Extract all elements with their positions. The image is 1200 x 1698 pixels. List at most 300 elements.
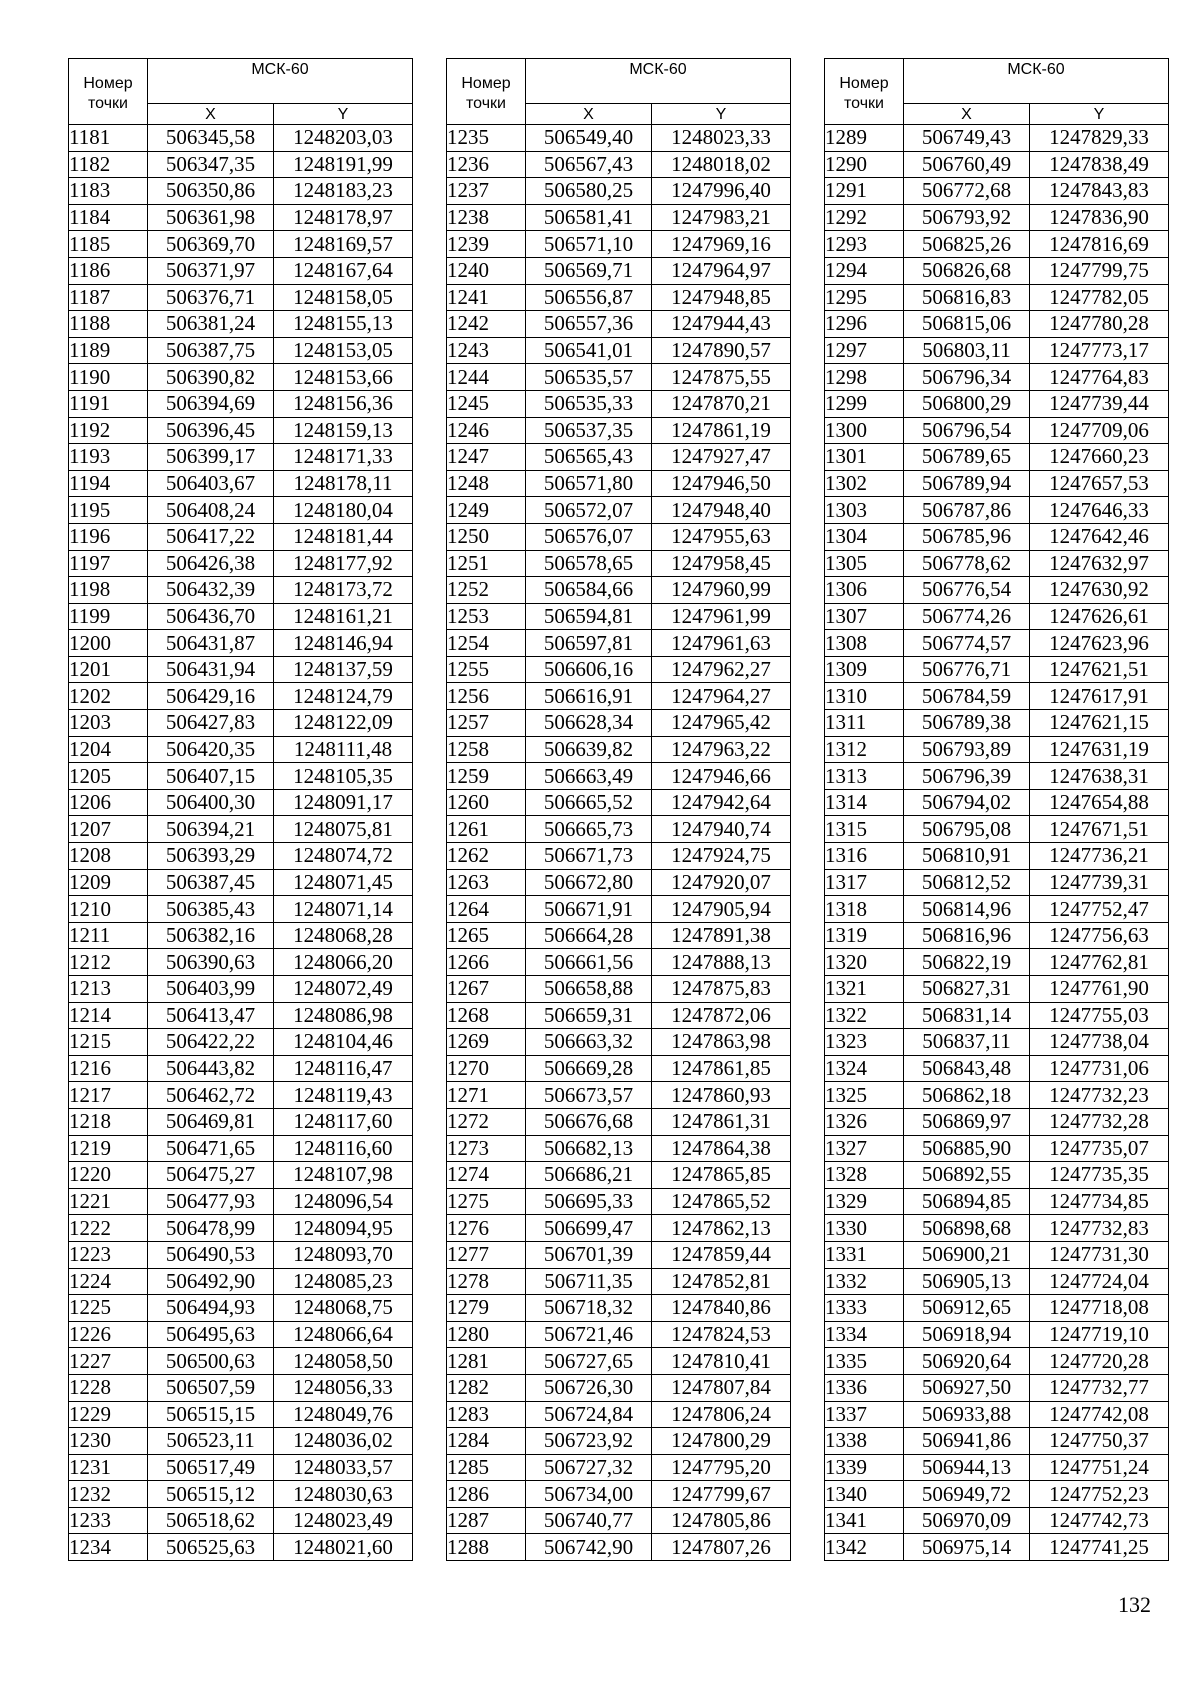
table-row (69, 444, 413, 471)
y-value-cell: 1247862,13 (652, 1215, 791, 1242)
point-number-cell: 1189 (69, 337, 148, 364)
point-number-cell: 1262 (447, 843, 526, 870)
point-number-cell: 1338 (825, 1428, 904, 1455)
x-value-cell: 506663,49 (526, 763, 652, 790)
y-value-cell: 1247890,57 (652, 337, 791, 364)
point-number-cell: 1255 (447, 656, 526, 683)
y-value-cell: 1248180,04 (274, 497, 413, 524)
point-number-cell: 1297 (825, 337, 904, 364)
point-number-cell: 1306 (825, 577, 904, 604)
x-value-cell: 506525,63 (148, 1534, 274, 1561)
x-value-cell: 506862,18 (904, 1082, 1030, 1109)
y-value-cell: 1248066,64 (274, 1321, 413, 1348)
table-row (69, 1321, 413, 1348)
table-row (69, 311, 413, 338)
y-value-cell: 1248094,95 (274, 1215, 413, 1242)
point-number-cell: 1294 (825, 257, 904, 284)
point-number-cell: 1321 (825, 976, 904, 1003)
point-number-cell: 1192 (69, 417, 148, 444)
table-row (69, 1135, 413, 1162)
table-row (447, 257, 791, 284)
y-value-cell: 1247646,33 (1030, 497, 1169, 524)
point-number-cell: 1210 (69, 896, 148, 923)
x-value-cell: 506669,28 (526, 1055, 652, 1082)
y-value-cell: 1247942,64 (652, 789, 791, 816)
x-value-cell: 506394,69 (148, 390, 274, 417)
x-value-cell: 506794,02 (904, 789, 1030, 816)
table-row (69, 1295, 413, 1322)
table-row (69, 843, 413, 870)
x-value-cell: 506778,62 (904, 550, 1030, 577)
point-number-cell: 1293 (825, 231, 904, 258)
point-number-cell: 1278 (447, 1268, 526, 1295)
x-value-cell: 506387,45 (148, 869, 274, 896)
point-number-cell: 1194 (69, 470, 148, 497)
point-number-cell: 1246 (447, 417, 526, 444)
table-row (69, 630, 413, 657)
y-value-cell: 1247741,25 (1030, 1534, 1169, 1561)
point-number-cell: 1204 (69, 736, 148, 763)
x-value-cell: 506399,17 (148, 444, 274, 471)
header-crs: МСК-60 (148, 59, 413, 104)
point-number-cell: 1341 (825, 1507, 904, 1534)
point-number-cell: 1279 (447, 1295, 526, 1322)
x-value-cell: 506471,65 (148, 1135, 274, 1162)
y-value-cell: 1248068,75 (274, 1295, 413, 1322)
y-value-cell: 1247742,08 (1030, 1401, 1169, 1428)
point-number-cell: 1267 (447, 976, 526, 1003)
point-number-cell: 1320 (825, 949, 904, 976)
y-value-cell: 1247742,73 (1030, 1507, 1169, 1534)
point-number-cell: 1296 (825, 311, 904, 338)
header-y: Y (274, 104, 413, 125)
y-value-cell: 1248181,44 (274, 523, 413, 550)
point-number-cell: 1301 (825, 444, 904, 471)
x-value-cell: 506816,83 (904, 284, 1030, 311)
table-row (447, 1454, 791, 1481)
y-value-cell: 1247632,97 (1030, 550, 1169, 577)
y-value-cell: 1248030,63 (274, 1481, 413, 1508)
y-value-cell: 1248093,70 (274, 1241, 413, 1268)
x-value-cell: 506413,47 (148, 1002, 274, 1029)
x-value-cell: 506556,87 (526, 284, 652, 311)
y-value-cell: 1247859,44 (652, 1241, 791, 1268)
x-value-cell: 506606,16 (526, 656, 652, 683)
x-value-cell: 506682,13 (526, 1135, 652, 1162)
x-value-cell: 506350,86 (148, 178, 274, 205)
table-row (825, 1268, 1169, 1295)
table-row (825, 816, 1169, 843)
y-value-cell: 1248191,99 (274, 151, 413, 178)
x-value-cell: 506369,70 (148, 231, 274, 258)
point-number-cell: 1253 (447, 603, 526, 630)
point-number-cell: 1335 (825, 1348, 904, 1375)
x-value-cell: 506796,54 (904, 417, 1030, 444)
table-row (447, 1135, 791, 1162)
y-value-cell: 1247861,31 (652, 1108, 791, 1135)
x-value-cell: 506569,71 (526, 257, 652, 284)
table-row (825, 896, 1169, 923)
y-value-cell: 1247829,33 (1030, 125, 1169, 152)
table-row (447, 1188, 791, 1215)
point-number-cell: 1254 (447, 630, 526, 657)
table-row (447, 1348, 791, 1375)
x-value-cell: 506477,93 (148, 1188, 274, 1215)
point-number-cell: 1295 (825, 284, 904, 311)
table-row (447, 683, 791, 710)
point-number-cell: 1182 (69, 151, 148, 178)
x-value-cell: 506727,65 (526, 1348, 652, 1375)
table-row (447, 364, 791, 391)
y-value-cell: 1247863,98 (652, 1029, 791, 1056)
table-row (825, 1162, 1169, 1189)
y-value-cell: 1247888,13 (652, 949, 791, 976)
y-value-cell: 1248183,23 (274, 178, 413, 205)
x-value-cell: 506490,53 (148, 1241, 274, 1268)
x-value-cell: 506403,99 (148, 976, 274, 1003)
point-number-cell: 1258 (447, 736, 526, 763)
x-value-cell: 506429,16 (148, 683, 274, 710)
y-value-cell: 1247861,85 (652, 1055, 791, 1082)
table-row (825, 1029, 1169, 1056)
y-value-cell: 1247965,42 (652, 710, 791, 737)
x-value-cell: 506815,06 (904, 311, 1030, 338)
x-value-cell: 506721,46 (526, 1321, 652, 1348)
x-value-cell: 506944,13 (904, 1454, 1030, 1481)
point-number-cell: 1222 (69, 1215, 148, 1242)
point-number-cell: 1275 (447, 1188, 526, 1215)
table-row (447, 231, 791, 258)
y-value-cell: 1247642,46 (1030, 523, 1169, 550)
table-row (447, 1534, 791, 1561)
point-number-cell: 1248 (447, 470, 526, 497)
y-value-cell: 1248161,21 (274, 603, 413, 630)
table-row (69, 523, 413, 550)
y-value-cell: 1247752,47 (1030, 896, 1169, 923)
y-value-cell: 1248203,03 (274, 125, 413, 152)
x-value-cell: 506436,70 (148, 603, 274, 630)
point-number-cell: 1299 (825, 390, 904, 417)
table-row (825, 284, 1169, 311)
y-value-cell: 1247961,99 (652, 603, 791, 630)
y-value-cell: 1248178,11 (274, 470, 413, 497)
y-value-cell: 1248085,23 (274, 1268, 413, 1295)
point-number-cell: 1234 (69, 1534, 148, 1561)
y-value-cell: 1247948,85 (652, 284, 791, 311)
x-value-cell: 506663,32 (526, 1029, 652, 1056)
table-row (825, 390, 1169, 417)
y-value-cell: 1247739,44 (1030, 390, 1169, 417)
y-value-cell: 1248107,98 (274, 1162, 413, 1189)
table-row (447, 523, 791, 550)
x-value-cell: 506494,93 (148, 1295, 274, 1322)
x-value-cell: 506361,98 (148, 204, 274, 231)
y-value-cell: 1247840,86 (652, 1295, 791, 1322)
table-row (825, 257, 1169, 284)
x-value-cell: 506578,65 (526, 550, 652, 577)
point-number-cell: 1238 (447, 204, 526, 231)
header-y: Y (652, 104, 791, 125)
y-value-cell: 1247944,43 (652, 311, 791, 338)
x-value-cell: 506518,62 (148, 1507, 274, 1534)
table-row (447, 178, 791, 205)
table-row (69, 789, 413, 816)
x-value-cell: 506795,08 (904, 816, 1030, 843)
x-value-cell: 506495,63 (148, 1321, 274, 1348)
x-value-cell: 506816,96 (904, 922, 1030, 949)
table-row (825, 444, 1169, 471)
x-value-cell: 506567,43 (526, 151, 652, 178)
point-number-cell: 1264 (447, 896, 526, 923)
x-value-cell: 506927,50 (904, 1374, 1030, 1401)
x-value-cell: 506671,91 (526, 896, 652, 923)
x-value-cell: 506718,32 (526, 1295, 652, 1322)
point-number-cell: 1221 (69, 1188, 148, 1215)
table-row (69, 1029, 413, 1056)
x-value-cell: 506403,67 (148, 470, 274, 497)
table-row (447, 843, 791, 870)
y-value-cell: 1247920,07 (652, 869, 791, 896)
point-number-cell: 1302 (825, 470, 904, 497)
y-value-cell: 1248169,57 (274, 231, 413, 258)
y-value-cell: 1247805,86 (652, 1507, 791, 1534)
table-row (447, 816, 791, 843)
x-value-cell: 506843,48 (904, 1055, 1030, 1082)
point-number-cell: 1216 (69, 1055, 148, 1082)
x-value-cell: 506787,86 (904, 497, 1030, 524)
point-number-cell: 1303 (825, 497, 904, 524)
y-value-cell: 1248049,76 (274, 1401, 413, 1428)
y-value-cell: 1248056,33 (274, 1374, 413, 1401)
point-number-cell: 1263 (447, 869, 526, 896)
y-value-cell: 1248177,92 (274, 550, 413, 577)
y-value-cell: 1247621,15 (1030, 710, 1169, 737)
x-value-cell: 506837,11 (904, 1029, 1030, 1056)
y-value-cell: 1247865,85 (652, 1162, 791, 1189)
table-row (825, 1002, 1169, 1029)
table-row (69, 1348, 413, 1375)
table-row (825, 337, 1169, 364)
point-number-cell: 1328 (825, 1162, 904, 1189)
y-value-cell: 1248066,20 (274, 949, 413, 976)
x-value-cell: 506941,86 (904, 1428, 1030, 1455)
y-value-cell: 1247617,91 (1030, 683, 1169, 710)
table-row (825, 311, 1169, 338)
x-value-cell: 506664,28 (526, 922, 652, 949)
point-number-cell: 1340 (825, 1481, 904, 1508)
point-number-cell: 1319 (825, 922, 904, 949)
x-value-cell: 506572,07 (526, 497, 652, 524)
header-point-number: Номер точки (825, 59, 904, 125)
table-row (447, 710, 791, 737)
point-number-cell: 1280 (447, 1321, 526, 1348)
y-value-cell: 1247657,53 (1030, 470, 1169, 497)
table-row (447, 949, 791, 976)
y-value-cell: 1247807,84 (652, 1374, 791, 1401)
x-value-cell: 506699,47 (526, 1215, 652, 1242)
y-value-cell: 1248036,02 (274, 1428, 413, 1455)
point-number-cell: 1307 (825, 603, 904, 630)
x-value-cell: 506789,38 (904, 710, 1030, 737)
point-number-cell: 1202 (69, 683, 148, 710)
point-number-cell: 1198 (69, 577, 148, 604)
y-value-cell: 1248117,60 (274, 1108, 413, 1135)
x-value-cell: 506408,24 (148, 497, 274, 524)
y-value-cell: 1247782,05 (1030, 284, 1169, 311)
y-value-cell: 1247799,67 (652, 1481, 791, 1508)
point-number-cell: 1185 (69, 231, 148, 258)
table-row (69, 736, 413, 763)
table-row (69, 1108, 413, 1135)
y-value-cell: 1247638,31 (1030, 763, 1169, 790)
point-number-cell: 1334 (825, 1321, 904, 1348)
x-value-cell: 506686,21 (526, 1162, 652, 1189)
table-row (447, 151, 791, 178)
x-value-cell: 506933,88 (904, 1401, 1030, 1428)
point-number-cell: 1244 (447, 364, 526, 391)
x-value-cell: 506774,26 (904, 603, 1030, 630)
table-row (447, 922, 791, 949)
x-value-cell: 506793,92 (904, 204, 1030, 231)
point-number-cell: 1274 (447, 1162, 526, 1189)
y-value-cell: 1247824,53 (652, 1321, 791, 1348)
x-value-cell: 506394,21 (148, 816, 274, 843)
y-value-cell: 1247872,06 (652, 1002, 791, 1029)
y-value-cell: 1248071,14 (274, 896, 413, 923)
table-row (825, 869, 1169, 896)
x-value-cell: 506661,56 (526, 949, 652, 976)
point-number-cell: 1218 (69, 1108, 148, 1135)
table-row (69, 577, 413, 604)
table-row (825, 523, 1169, 550)
point-number-cell: 1281 (447, 1348, 526, 1375)
y-value-cell: 1248122,09 (274, 710, 413, 737)
table-row (69, 1507, 413, 1534)
y-value-cell: 1248023,33 (652, 125, 791, 152)
y-value-cell: 1247654,88 (1030, 789, 1169, 816)
point-number-cell: 1309 (825, 656, 904, 683)
x-value-cell: 506517,49 (148, 1454, 274, 1481)
y-value-cell: 1247750,37 (1030, 1428, 1169, 1455)
x-value-cell: 506905,13 (904, 1268, 1030, 1295)
table-row (69, 1082, 413, 1109)
y-value-cell: 1247843,83 (1030, 178, 1169, 205)
y-value-cell: 1248058,50 (274, 1348, 413, 1375)
table-row (447, 1055, 791, 1082)
x-value-cell: 506515,12 (148, 1481, 274, 1508)
point-number-cell: 1220 (69, 1162, 148, 1189)
x-value-cell: 506382,16 (148, 922, 274, 949)
point-number-cell: 1337 (825, 1401, 904, 1428)
point-number-cell: 1186 (69, 257, 148, 284)
point-number-cell: 1188 (69, 311, 148, 338)
x-value-cell: 506695,33 (526, 1188, 652, 1215)
y-value-cell: 1248159,13 (274, 417, 413, 444)
y-value-cell: 1247800,29 (652, 1428, 791, 1455)
table-row (447, 1268, 791, 1295)
y-value-cell: 1248075,81 (274, 816, 413, 843)
point-number-cell: 1333 (825, 1295, 904, 1322)
x-value-cell: 506803,11 (904, 337, 1030, 364)
point-number-cell: 1200 (69, 630, 148, 657)
point-number-cell: 1187 (69, 284, 148, 311)
table-row (825, 976, 1169, 1003)
x-value-cell: 506345,58 (148, 125, 274, 152)
point-number-cell: 1313 (825, 763, 904, 790)
point-number-cell: 1191 (69, 390, 148, 417)
table-row (447, 1295, 791, 1322)
header-point-number: Номер точки (69, 59, 148, 125)
table-row (69, 683, 413, 710)
y-value-cell: 1248116,60 (274, 1135, 413, 1162)
table-row (69, 710, 413, 737)
y-value-cell: 1248068,28 (274, 922, 413, 949)
table-row (69, 1454, 413, 1481)
y-value-cell: 1247773,17 (1030, 337, 1169, 364)
table-row (825, 231, 1169, 258)
x-value-cell: 506776,71 (904, 656, 1030, 683)
y-value-cell: 1248171,33 (274, 444, 413, 471)
table-row (825, 1188, 1169, 1215)
x-value-cell: 506639,82 (526, 736, 652, 763)
point-number-cell: 1316 (825, 843, 904, 870)
table-row (825, 603, 1169, 630)
table-row (447, 470, 791, 497)
x-value-cell: 506571,10 (526, 231, 652, 258)
point-number-cell: 1242 (447, 311, 526, 338)
x-value-cell: 506576,07 (526, 523, 652, 550)
table-row (447, 125, 791, 152)
x-value-cell: 506711,35 (526, 1268, 652, 1295)
y-value-cell: 1247860,93 (652, 1082, 791, 1109)
x-value-cell: 506565,43 (526, 444, 652, 471)
x-value-cell: 506749,43 (904, 125, 1030, 152)
point-number-cell: 1273 (447, 1135, 526, 1162)
point-number-cell: 1324 (825, 1055, 904, 1082)
point-number-cell: 1181 (69, 125, 148, 152)
x-value-cell: 506894,85 (904, 1188, 1030, 1215)
table-row (825, 1241, 1169, 1268)
y-value-cell: 1247891,38 (652, 922, 791, 949)
x-value-cell: 506381,24 (148, 311, 274, 338)
table-row (69, 816, 413, 843)
y-value-cell: 1247671,51 (1030, 816, 1169, 843)
x-value-cell: 506420,35 (148, 736, 274, 763)
point-number-cell: 1331 (825, 1241, 904, 1268)
table-row (825, 843, 1169, 870)
table-row (447, 550, 791, 577)
y-value-cell: 1247905,94 (652, 896, 791, 923)
x-value-cell: 506385,43 (148, 896, 274, 923)
x-value-cell: 506390,63 (148, 949, 274, 976)
x-value-cell: 506885,90 (904, 1135, 1030, 1162)
y-value-cell: 1247964,27 (652, 683, 791, 710)
point-number-cell: 1256 (447, 683, 526, 710)
y-value-cell: 1248116,47 (274, 1055, 413, 1082)
table-row (825, 550, 1169, 577)
x-value-cell: 506724,84 (526, 1401, 652, 1428)
point-number-cell: 1325 (825, 1082, 904, 1109)
x-value-cell: 506727,32 (526, 1454, 652, 1481)
point-number-cell: 1310 (825, 683, 904, 710)
table-row (69, 1428, 413, 1455)
table-row (69, 1268, 413, 1295)
header-point-number: Номер точки (447, 59, 526, 125)
y-value-cell: 1247799,75 (1030, 257, 1169, 284)
point-number-cell: 1314 (825, 789, 904, 816)
y-value-cell: 1247983,21 (652, 204, 791, 231)
table-row (825, 949, 1169, 976)
